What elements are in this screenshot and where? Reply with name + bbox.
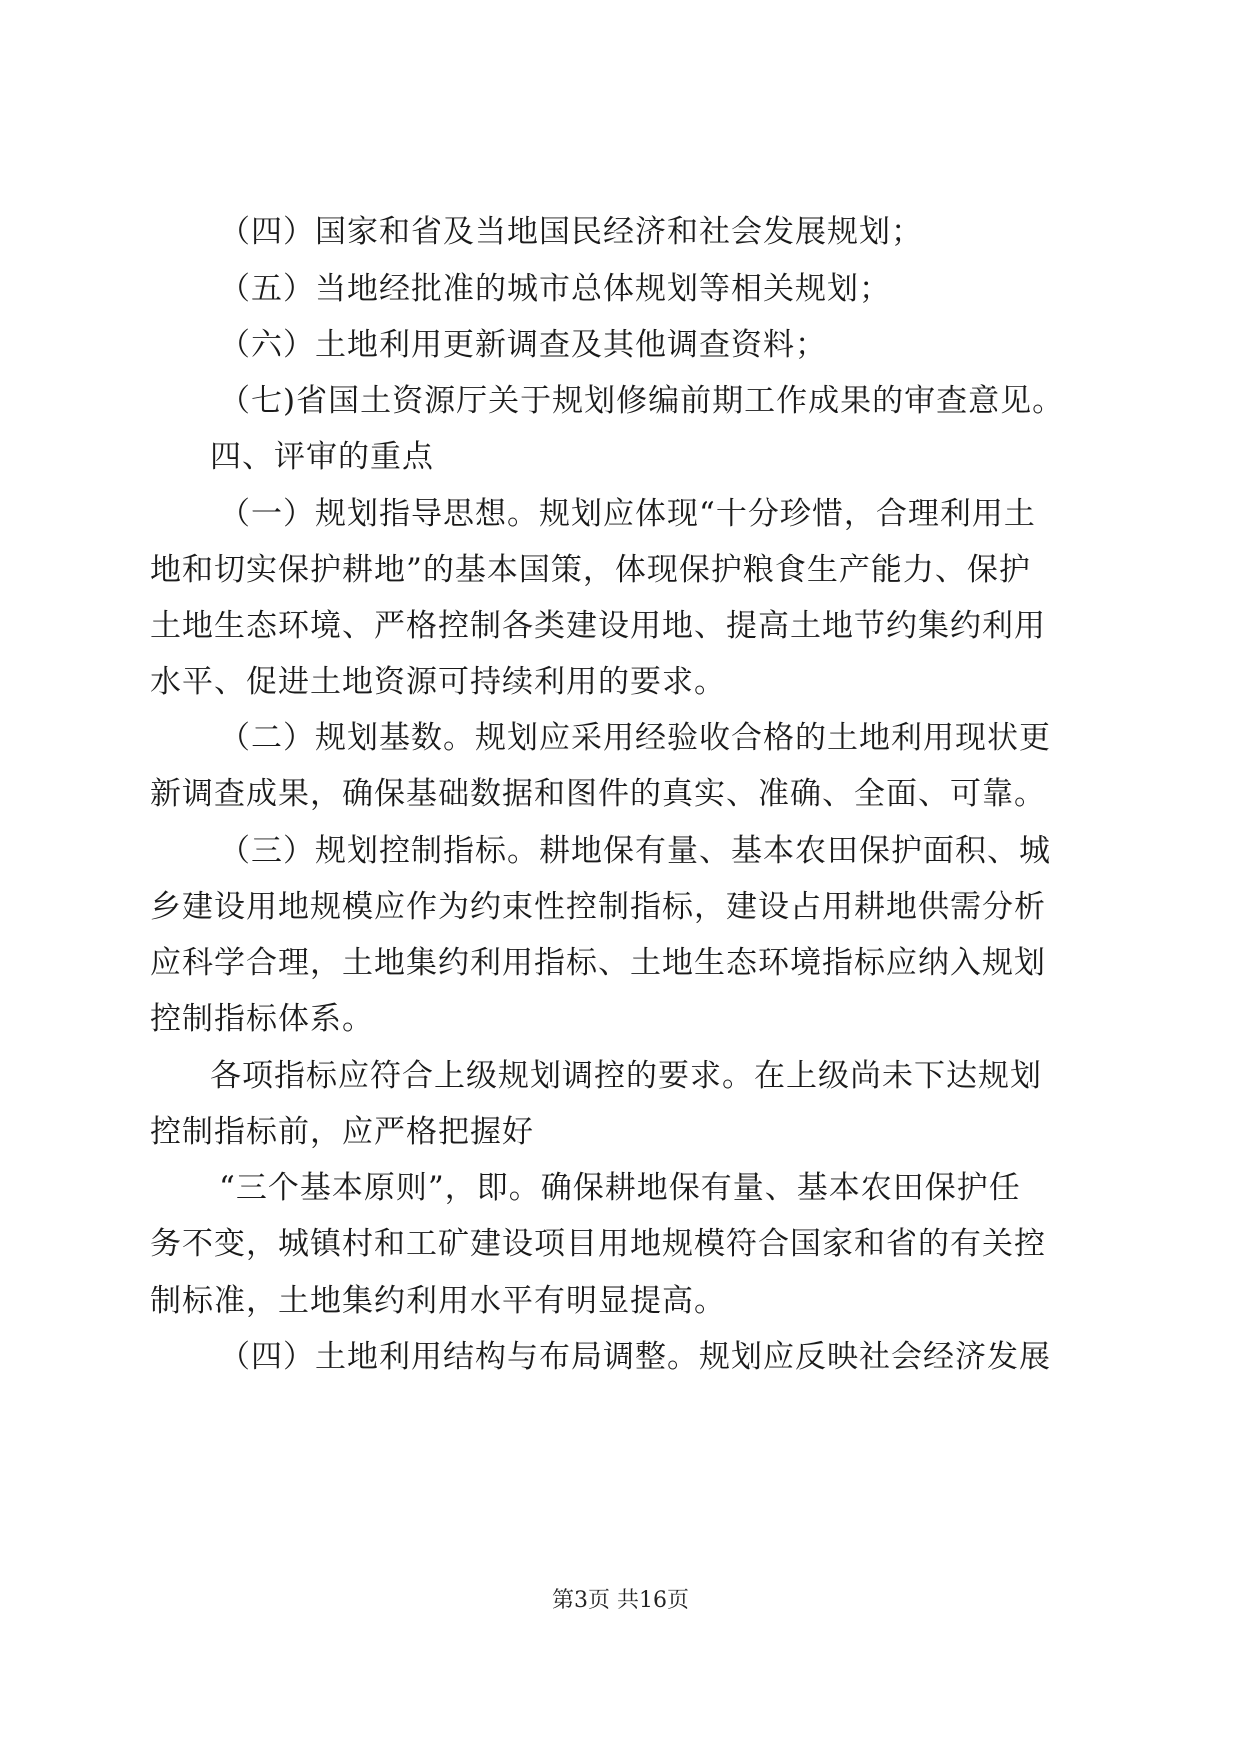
paragraph-line: 控制指标前，应严格把握好 (150, 1114, 534, 1150)
paragraph-line: （七)省国土资源厅关于规划修编前期工作成果的审查意见。 (219, 383, 1065, 419)
paragraph-line: 新调查成果，确保基础数据和图件的真实、准确、全面、可靠。 (150, 776, 1046, 812)
paragraph-line: （四）国家和省及当地国民经济和社会发展规划； (219, 214, 923, 250)
page-number-footer: 第3页 共16页 (552, 1588, 689, 1613)
paragraph-line: 地和切实保护耕地”的基本国策，体现保护粮食生产能力、保护 (150, 552, 1031, 588)
paragraph-line: （五）当地经批准的城市总体规划等相关规划； (219, 271, 891, 307)
paragraph-line: 应科学合理，土地集约利用指标、土地生态环境指标应纳入规划 (150, 945, 1046, 981)
paragraph-line: 乡建设用地规模应作为约束性控制指标，建设占用耕地供需分析 (150, 889, 1046, 925)
paragraph-line: 控制指标体系。 (150, 1001, 374, 1037)
paragraph-line: 制标准，土地集约利用水平有明显提高。 (150, 1283, 726, 1319)
paragraph-line: （四）土地利用结构与布局调整。规划应反映社会经济发展 (219, 1339, 1051, 1375)
section-heading: 四、评审的重点 (210, 439, 434, 475)
paragraph-line: 土地生态环境、严格控制各类建设用地、提高土地节约集约利用 (150, 608, 1046, 644)
paragraph-line: （六）土地利用更新调查及其他调查资料； (219, 327, 827, 363)
paragraph-line: （三）规划控制指标。耕地保有量、基本农田保护面积、城 (219, 833, 1051, 869)
paragraph-line: 务不变，城镇村和工矿建设项目用地规模符合国家和省的有关控 (150, 1226, 1046, 1262)
paragraph-line: （二）规划基数。规划应采用经验收合格的土地利用现状更 (219, 720, 1051, 756)
paragraph-line: “三个基本原则”，即。确保耕地保有量、基本农田保护任 (219, 1170, 1021, 1206)
paragraph-line: 水平、促进土地资源可持续利用的要求。 (150, 664, 726, 700)
paragraph-line: （一）规划指导思想。规划应体现“十分珍惜，合理利用土 (219, 496, 1036, 532)
paragraph-line: 各项指标应符合上级规划调控的要求。在上级尚未下达规划 (210, 1058, 1042, 1094)
